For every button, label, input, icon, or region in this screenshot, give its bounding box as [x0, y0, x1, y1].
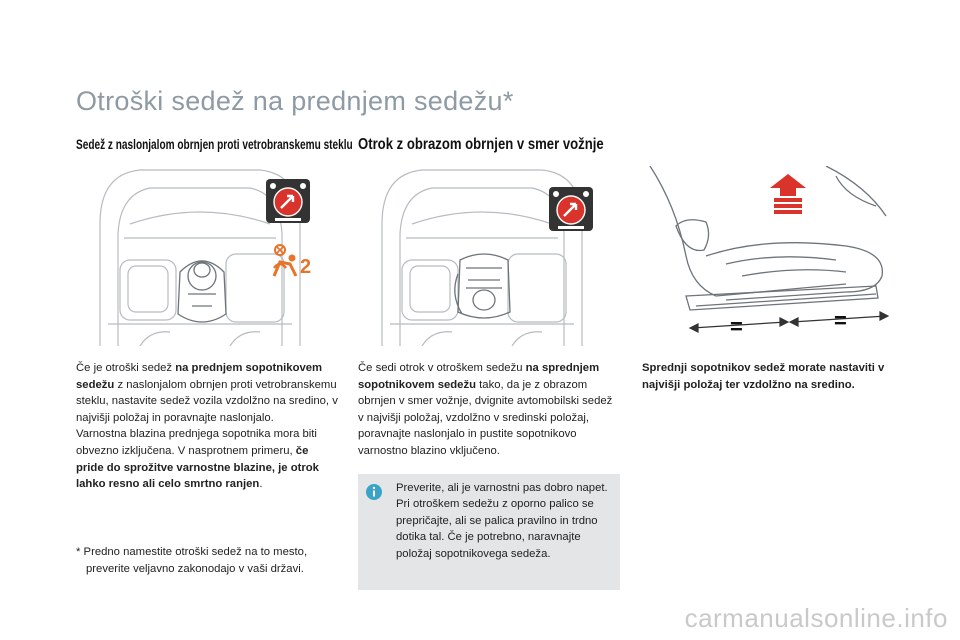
rear-facing-text-2: z naslonjalom obrnjen proti vetrobranskemu steklu, nastavite sedež vozila vzdolžno na sredino, v najvišji položaj in poravnajte naslonjalo. [76, 378, 338, 424]
forward-facing-text-2: tako, da je z obrazom obrnjen v smer vožnje, dvignite avtomobilski sedež v najvišji položaj, vzdolžno v sredinski položaj, poravnajte naslonjalo in pustite sopotnikovo varnostno blazino vključeno. [358, 378, 613, 457]
footnote-line-1: * Predno namestite otroški sedež na to mesto, [76, 546, 308, 558]
footnote [76, 544, 341, 577]
airbag-person-icon [270, 244, 304, 280]
rear-facing-text-1: Če je otroški sedež [76, 362, 176, 374]
equal-sign-right: = [834, 308, 847, 333]
airbag-warning-text: Varnostna blazina prednjega sopotnika mora biti obvezno izključena. V nasprotnem primeru, [76, 428, 317, 457]
rear-facing-text-bold-1: na prednjem sopotnikovem sedežu [76, 362, 323, 391]
seat-adjustment-illustration [646, 166, 892, 338]
watermark: carmanualsonline.info [684, 603, 948, 633]
seat-adjustment-instruction: Sprednji sopotnikov sedež morate nastaviti v najvišji položaj ter vzdolžno na sredino. [642, 362, 885, 391]
passenger-airbag-off-icon [265, 178, 311, 224]
forward-facing-text-1: Če sedi otrok v otroškem sedežu [358, 362, 526, 374]
forward-facing-instructions [358, 360, 620, 460]
section-heading-forward-facing: Otrok z obrazom obrnjen v smer vožnje [358, 136, 604, 153]
forward-facing-text-bold: na sprednjem sopotnikovem sedežu [358, 362, 600, 391]
info-box [358, 474, 620, 590]
info-text [396, 480, 610, 562]
page-title: Otroški sedež na prednjem sedežu* [76, 86, 514, 116]
airbag-warning-bold: če pride do sprožitve varnostne blazine, je otrok lahko resno ali celo smrtno ranjen [76, 444, 319, 491]
info-text-line-1: Preverite, ali je varnostni pas dobro napet. [396, 482, 608, 494]
airbag-off-pictogram [270, 244, 314, 280]
info-text-line-2: Pri otroškem sedežu z oporno palico se prepričajte, ali se palica pravilno in trdno dotika tal. Če je potrebno, naravnajte položaj sopotnikovega sedeža. [396, 498, 598, 560]
airbag-warning-end: . [259, 478, 263, 491]
info-icon [366, 484, 382, 500]
footnote-line-2: preverite veljavno zakonodajo v vaši državi. [86, 562, 304, 575]
airbag-off-number: 2 [300, 256, 312, 278]
equal-sign-left: = [730, 314, 743, 339]
rear-facing-instructions [76, 360, 338, 493]
section-heading-rear-facing: Sedež z naslonjalom obrnjen proti vetrobranskemu steklu [76, 136, 353, 152]
passenger-airbag-on-icon [548, 186, 594, 232]
